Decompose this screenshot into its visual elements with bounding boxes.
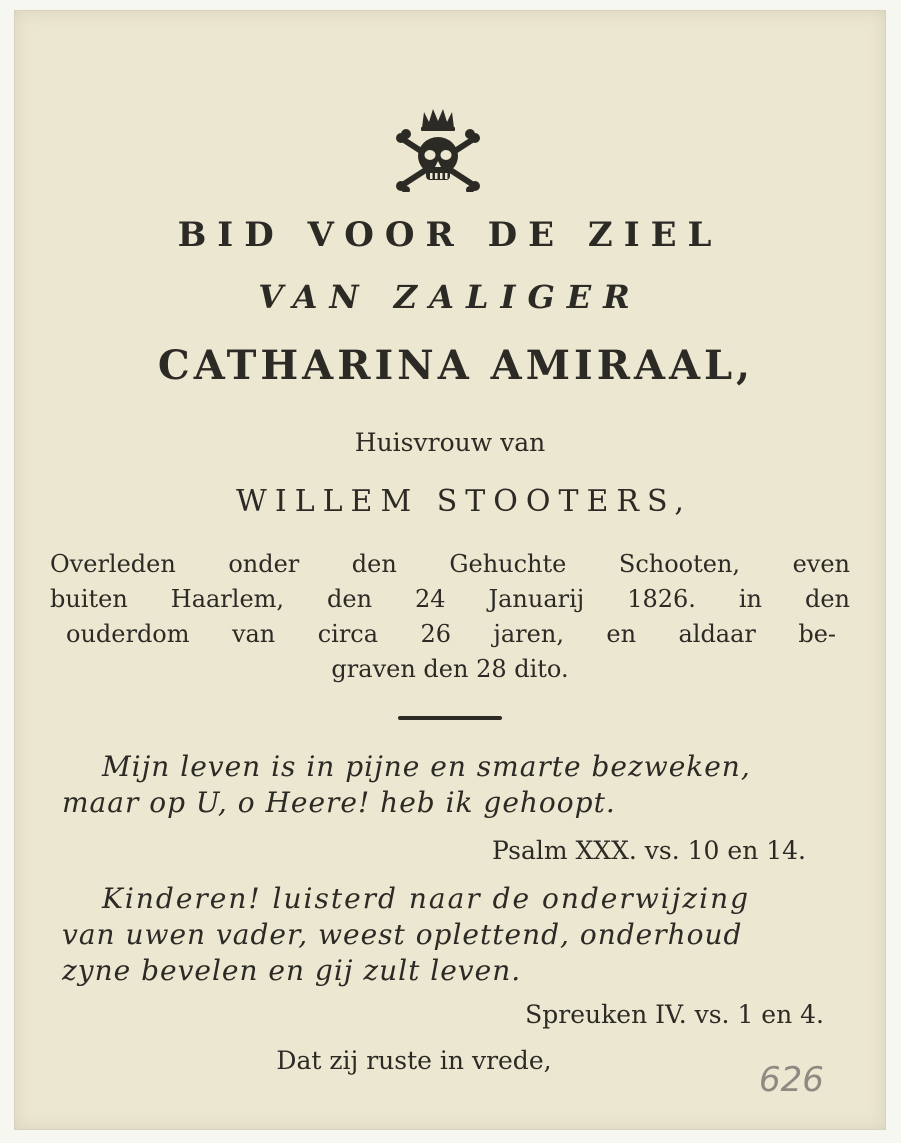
- proverbs-verse-line: Kinderen! luisterd naar de onderwijzing: [102, 882, 751, 915]
- death-notice-line: ouderdom van circa 26 jaren, en aldaar be-: [66, 620, 836, 648]
- relation-label: Huisvrouw van: [354, 428, 546, 457]
- psalm-verse-line: maar op U, o Heere! heb ik gehoopt.: [62, 786, 616, 819]
- proverbs-verse-line: zyne bevelen en gij zult leven.: [62, 954, 522, 987]
- skull-crossbones-crown-icon: [392, 106, 484, 192]
- deceased-name: CATHARINA AMIRAAL,: [157, 342, 755, 389]
- death-notice-line: graven den 28 dito.: [331, 655, 569, 683]
- heading: BID VOOR DE ZIEL: [177, 215, 723, 255]
- death-notice-line: Overleden onder den Gehuchte Schooten, even: [50, 550, 850, 578]
- death-notice-line: buiten Haarlem, den 24 Januarij 1826. in den: [50, 585, 850, 613]
- proverbs-reference: Spreuken IV. vs. 1 en 4.: [525, 1000, 824, 1029]
- memorial-card: [14, 10, 886, 1130]
- psalm-verse-line: Mijn leven is in pijne en smarte bezweken,: [102, 750, 751, 783]
- closing-prayer: Dat zij ruste in vrede,: [276, 1046, 552, 1075]
- pencil-inventory-number: 626: [759, 1060, 824, 1100]
- proverbs-verse-line: van uwen vader, weest oplettend, onderhoud: [62, 918, 743, 951]
- subheading: VAN ZALIGER: [258, 278, 642, 316]
- divider: [398, 716, 502, 720]
- spouse-name: WILLEM STOOTERS,: [236, 484, 692, 519]
- psalm-reference: Psalm XXX. vs. 10 en 14.: [491, 836, 806, 865]
